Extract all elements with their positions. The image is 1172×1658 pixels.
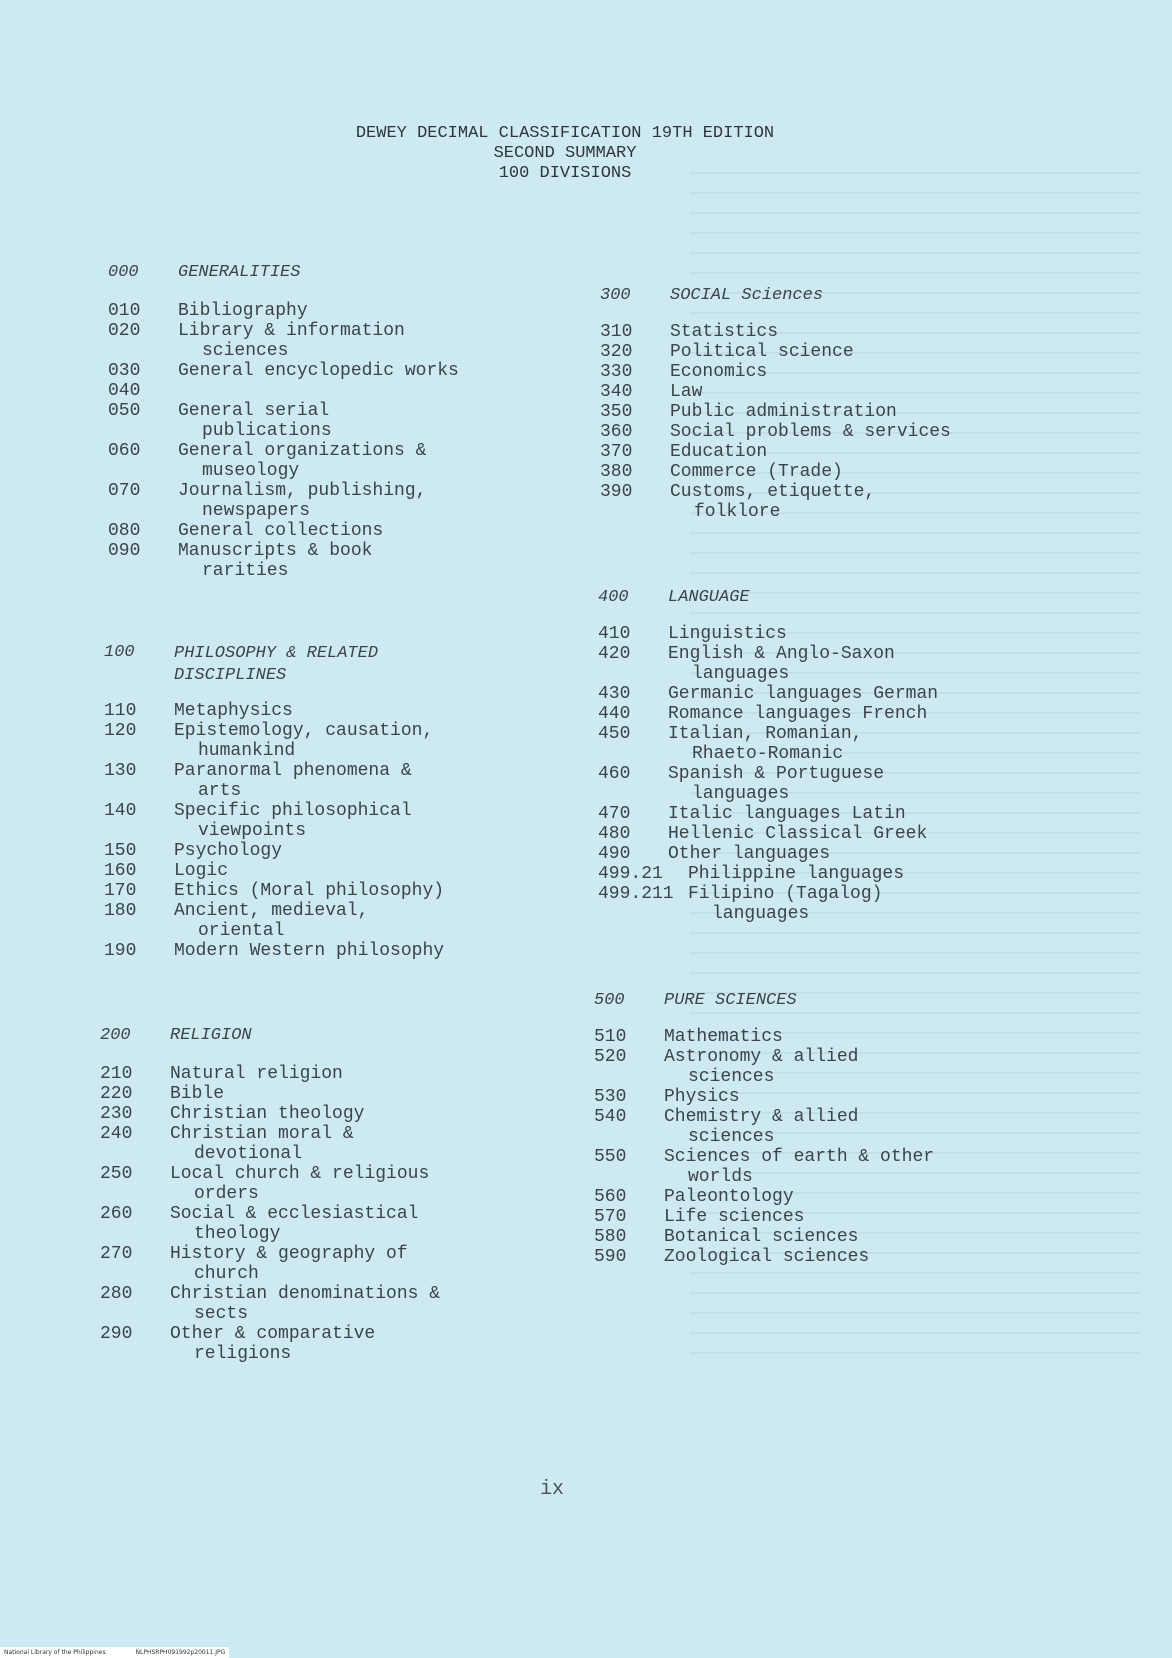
class-code: 510: [594, 1027, 627, 1047]
class-entry: [600, 422, 951, 442]
class-label-line: Natural religion: [170, 1064, 343, 1084]
class-label-line: Law: [670, 382, 703, 402]
class-label: [174, 861, 444, 881]
class-label-line: rarities: [202, 561, 289, 581]
class-label: [670, 462, 951, 482]
class-label: [170, 1084, 440, 1104]
section-number: 100: [104, 643, 135, 662]
class-entry: [100, 1064, 440, 1084]
class-entry: [598, 804, 938, 824]
class-code: 410: [598, 624, 631, 644]
class-code: 090: [108, 541, 141, 561]
class-code: 499.211: [598, 884, 674, 904]
class-entry: [104, 701, 444, 721]
class-label: [664, 1227, 934, 1247]
class-entry: [600, 462, 951, 482]
class-label-line: Bibliography: [178, 301, 308, 321]
class-code: 440: [598, 704, 631, 724]
class-code: 150: [104, 841, 137, 861]
section-heading: [594, 991, 934, 1015]
class-label-line: newspapers: [202, 501, 311, 521]
class-code: 360: [600, 422, 633, 442]
class-code: 120: [104, 721, 137, 741]
class-label: [178, 441, 459, 481]
class-code: 490: [598, 844, 631, 864]
class-label: [670, 422, 951, 442]
class-label: [174, 721, 444, 761]
class-label: [670, 362, 951, 382]
class-entry: [594, 1107, 934, 1147]
section-number: 400: [598, 588, 629, 607]
class-label: [664, 1207, 934, 1227]
class-code: 310: [600, 322, 633, 342]
class-label-line: Botanical sciences: [664, 1227, 859, 1247]
class-label-line: languages: [712, 904, 810, 924]
class-code: 470: [598, 804, 631, 824]
class-label-line: religions: [194, 1344, 292, 1364]
class-entry: [100, 1324, 440, 1364]
class-label: [174, 701, 444, 721]
class-code: 220: [100, 1084, 133, 1104]
class-label: [178, 541, 459, 581]
class-label-line: Germanic languages German: [668, 684, 939, 704]
class-label-line: Specific philosophical: [174, 801, 412, 821]
class-label: [670, 382, 951, 402]
section-heading: [108, 263, 459, 287]
class-code: 270: [100, 1244, 133, 1264]
class-entry: [104, 721, 444, 761]
class-entry: [598, 644, 938, 684]
class-label: [174, 881, 444, 901]
class-entry: [108, 441, 459, 481]
class-label-line: Astronomy & allied: [664, 1047, 859, 1067]
class-entry: [600, 382, 951, 402]
class-label-line: Linguistics: [668, 624, 787, 644]
class-code: 160: [104, 861, 137, 881]
class-label-line: Italian, Romanian,: [668, 724, 863, 744]
section-300: [600, 286, 951, 522]
class-code: 050: [108, 401, 141, 421]
class-label: [174, 801, 444, 841]
class-code: 130: [104, 761, 137, 781]
class-label-line: Paleontology: [664, 1187, 794, 1207]
class-entry: [600, 322, 951, 342]
class-label-line: Life sciences: [664, 1207, 805, 1227]
class-label-line: Commerce (Trade): [670, 462, 843, 482]
class-entry: [598, 704, 938, 724]
class-entry: [600, 402, 951, 422]
class-label-line: devotional: [194, 1144, 303, 1164]
section-heading: [600, 286, 951, 310]
class-entry: [594, 1027, 934, 1047]
class-code: 210: [100, 1064, 133, 1084]
document-subtitle: SECOND SUMMARY: [493, 144, 637, 163]
class-label: [668, 704, 938, 724]
class-label: [668, 684, 938, 704]
class-label-line: Epistemology, causation,: [174, 721, 434, 741]
class-code: 350: [600, 402, 633, 422]
class-code: 340: [600, 382, 633, 402]
class-label-line: sciences: [688, 1127, 775, 1147]
class-label: [170, 1324, 440, 1364]
class-label: [174, 941, 444, 961]
class-label-line: Ancient, medieval,: [174, 901, 369, 921]
class-label: [668, 844, 938, 864]
class-label-line: Public administration: [670, 402, 897, 422]
class-code: 480: [598, 824, 631, 844]
class-label: [170, 1284, 440, 1324]
class-label-line: Christian theology: [170, 1104, 365, 1124]
class-entry: [100, 1084, 440, 1104]
section-000: [108, 263, 459, 581]
class-label: [178, 381, 459, 401]
class-label-line: humankind: [198, 741, 296, 761]
class-label: [664, 1027, 934, 1047]
class-label-line: Ethics (Moral philosophy): [174, 881, 445, 901]
class-entry: [108, 321, 459, 361]
class-label-line: church: [194, 1264, 259, 1284]
class-entry: [594, 1187, 934, 1207]
section-heading: [598, 588, 938, 612]
section-number: 500: [594, 991, 625, 1010]
class-code: 030: [108, 361, 141, 381]
section-number: 000: [108, 263, 139, 282]
class-code: 590: [594, 1247, 627, 1267]
class-label: [668, 624, 938, 644]
class-entry: [598, 884, 938, 924]
class-entry: [598, 724, 938, 764]
class-code: 520: [594, 1047, 627, 1067]
class-label: [664, 1187, 934, 1207]
class-label-line: Filipino (Tagalog): [688, 884, 883, 904]
section-label: GENERALITIES: [178, 263, 301, 282]
class-label-line: folklore: [694, 502, 781, 522]
class-entry: [104, 841, 444, 861]
class-code: 010: [108, 301, 141, 321]
class-label: [668, 764, 938, 804]
class-code: 140: [104, 801, 137, 821]
class-entry: [100, 1104, 440, 1124]
class-label-line: Social & ecclesiastical: [170, 1204, 419, 1224]
class-code: 230: [100, 1104, 133, 1124]
class-label-line: Mathematics: [664, 1027, 783, 1047]
class-label-line: oriental: [198, 921, 285, 941]
class-label-line: [178, 381, 459, 401]
class-code: 420: [598, 644, 631, 664]
class-entry: [100, 1204, 440, 1244]
class-entry: [104, 901, 444, 941]
class-label: [170, 1104, 440, 1124]
class-entry: [104, 881, 444, 901]
class-label: [668, 644, 938, 684]
class-label: [178, 361, 459, 381]
class-label: [174, 761, 444, 801]
class-label-line: General serial: [178, 401, 330, 421]
class-label-line: General organizations &: [178, 441, 427, 461]
class-label-line: theology: [194, 1224, 281, 1244]
class-entry: [594, 1087, 934, 1107]
class-label-line: sciences: [688, 1067, 775, 1087]
class-entry: [598, 684, 938, 704]
class-label: [664, 1147, 934, 1187]
class-label-line: Psychology: [174, 841, 283, 861]
class-code: 020: [108, 321, 141, 341]
class-code: 499.21: [598, 864, 663, 884]
class-label-line: Romance languages French: [668, 704, 928, 724]
class-entry: [600, 482, 951, 522]
class-label-line: Modern Western philosophy: [174, 941, 445, 961]
class-label-line: Education: [670, 442, 768, 462]
section-label: SOCIAL Sciences: [670, 286, 824, 305]
class-label-line: sects: [194, 1304, 249, 1324]
class-label-line: Physics: [664, 1087, 740, 1107]
class-label: [670, 482, 951, 522]
section-number: 300: [600, 286, 631, 305]
class-code: 380: [600, 462, 633, 482]
class-label-line: Logic: [174, 861, 229, 881]
class-label: [664, 1247, 934, 1267]
class-entry: [598, 764, 938, 804]
class-label: [178, 321, 459, 361]
class-code: 320: [600, 342, 633, 362]
class-entry: [104, 761, 444, 801]
document-title: DEWEY DECIMAL CLASSIFICATION 19TH EDITION: [355, 124, 775, 143]
class-entry: [594, 1147, 934, 1187]
class-code: 260: [100, 1204, 133, 1224]
class-label-line: Hellenic Classical Greek: [668, 824, 928, 844]
class-label-line: languages: [692, 784, 790, 804]
class-label-line: Social problems & services: [670, 422, 951, 442]
class-label-line: Spanish & Portuguese: [668, 764, 885, 784]
class-label-line: General collections: [178, 521, 384, 541]
class-code: 390: [600, 482, 633, 502]
class-label-line: Italic languages Latin: [668, 804, 906, 824]
class-code: 330: [600, 362, 633, 382]
class-label: [664, 1087, 934, 1107]
class-label: [664, 1107, 934, 1147]
class-code: 570: [594, 1207, 627, 1227]
class-entry: [594, 1247, 934, 1267]
class-entry: [108, 401, 459, 441]
class-entry: [104, 941, 444, 961]
class-label: [688, 884, 938, 924]
class-label-line: Other & comparative: [170, 1324, 376, 1344]
class-label-line: museology: [202, 461, 300, 481]
class-code: 070: [108, 481, 141, 501]
class-code: 190: [104, 941, 137, 961]
class-entry: [100, 1164, 440, 1204]
class-label-line: languages: [692, 664, 790, 684]
class-label: [670, 342, 951, 362]
class-code: 180: [104, 901, 137, 921]
class-label: [170, 1164, 440, 1204]
class-entry: [104, 801, 444, 841]
class-label: [178, 481, 459, 521]
class-entry: [600, 342, 951, 362]
class-code: 240: [100, 1124, 133, 1144]
class-label-line: Zoological sciences: [664, 1247, 870, 1267]
class-label: [170, 1244, 440, 1284]
class-entry: [600, 442, 951, 462]
class-code: 080: [108, 521, 141, 541]
class-label-line: Economics: [670, 362, 768, 382]
class-code: 370: [600, 442, 633, 462]
class-entry: [108, 481, 459, 521]
section-500: [594, 991, 934, 1267]
class-label: [668, 804, 938, 824]
class-code: 450: [598, 724, 631, 744]
footer-library: National Library of the Philippines: [4, 1649, 106, 1656]
class-label-line: Rhaeto-Romanic: [692, 744, 844, 764]
class-entry: [598, 624, 938, 644]
class-label-line: Philippine languages: [688, 864, 905, 884]
class-entry: [108, 521, 459, 541]
class-code: 060: [108, 441, 141, 461]
class-label-line: English & Anglo-Saxon: [668, 644, 895, 664]
section-200: [100, 1026, 440, 1364]
class-code: 460: [598, 764, 631, 784]
class-label: [178, 401, 459, 441]
page-number: ix: [539, 1478, 564, 1501]
section-heading: [100, 1026, 440, 1050]
class-label-line: arts: [198, 781, 242, 801]
class-entry: [100, 1284, 440, 1324]
class-code: 540: [594, 1107, 627, 1127]
class-code: 530: [594, 1087, 627, 1107]
class-label-line: Bible: [170, 1084, 225, 1104]
class-label-line: Statistics: [670, 322, 779, 342]
class-label: [174, 901, 444, 941]
document-divisions-heading: 100 DIVISIONS: [498, 164, 632, 183]
section-label: PHILOSOPHY & RELATED DISCIPLINES: [174, 644, 379, 685]
class-label-line: sciences: [202, 341, 289, 361]
class-code: 110: [104, 701, 137, 721]
footer-file: NLPHSRPH091992p20011.JPG: [135, 1649, 226, 1656]
scan-footer: [0, 1647, 229, 1658]
class-entry: [600, 362, 951, 382]
section-label: RELIGION: [170, 1026, 252, 1045]
class-label-line: History & geography of: [170, 1244, 408, 1264]
class-label-line: Paranormal phenomena &: [174, 761, 412, 781]
class-entry: [108, 381, 459, 401]
class-entry: [100, 1124, 440, 1164]
class-label: [178, 301, 459, 321]
section-400: [598, 588, 938, 924]
class-label-line: General encyclopedic works: [178, 361, 459, 381]
class-entry: [598, 844, 938, 864]
class-label: [670, 322, 951, 342]
section-100: [104, 643, 444, 961]
class-label: [668, 824, 938, 844]
class-code: 430: [598, 684, 631, 704]
class-entry: [594, 1227, 934, 1247]
class-label: [174, 841, 444, 861]
class-entry: [108, 301, 459, 321]
class-label: [664, 1047, 934, 1087]
class-label-line: publications: [202, 421, 332, 441]
class-entry: [594, 1207, 934, 1227]
class-label-line: Library & information: [178, 321, 405, 341]
class-label-line: Other languages: [668, 844, 831, 864]
class-entry: [104, 861, 444, 881]
class-label: [688, 864, 938, 884]
class-entry: [598, 864, 938, 884]
class-entry: [594, 1047, 934, 1087]
class-label-line: Christian moral &: [170, 1124, 354, 1144]
class-label-line: Local church & religious: [170, 1164, 430, 1184]
class-label-line: worlds: [688, 1167, 753, 1187]
section-label: LANGUAGE: [668, 588, 750, 607]
class-entry: [598, 824, 938, 844]
class-code: 580: [594, 1227, 627, 1247]
class-code: 550: [594, 1147, 627, 1167]
class-label-line: Political science: [670, 342, 854, 362]
class-label: [178, 521, 459, 541]
class-label: [668, 724, 938, 764]
class-code: 280: [100, 1284, 133, 1304]
class-code: 040: [108, 381, 141, 401]
class-label-line: Journalism, publishing,: [178, 481, 427, 501]
class-label-line: viewpoints: [198, 821, 307, 841]
class-code: 170: [104, 881, 137, 901]
class-label: [170, 1124, 440, 1164]
section-label: PURE SCIENCES: [664, 991, 797, 1010]
class-entry: [108, 541, 459, 581]
class-entry: [100, 1244, 440, 1284]
class-label-line: orders: [194, 1184, 259, 1204]
class-label-line: Customs, etiquette,: [670, 482, 876, 502]
class-label-line: Sciences of earth & other: [664, 1147, 935, 1167]
class-code: 290: [100, 1324, 133, 1344]
class-label: [170, 1204, 440, 1244]
class-entry: [108, 361, 459, 381]
class-label: [670, 402, 951, 422]
class-label-line: Metaphysics: [174, 701, 293, 721]
class-label-line: Manuscripts & book: [178, 541, 373, 561]
class-label-line: Chemistry & allied: [664, 1107, 859, 1127]
class-label: [670, 442, 951, 462]
class-code: 250: [100, 1164, 133, 1184]
section-number: 200: [100, 1026, 131, 1045]
class-label-line: Christian denominations &: [170, 1284, 441, 1304]
class-code: 560: [594, 1187, 627, 1207]
class-label: [170, 1064, 440, 1084]
section-heading: [104, 643, 444, 687]
